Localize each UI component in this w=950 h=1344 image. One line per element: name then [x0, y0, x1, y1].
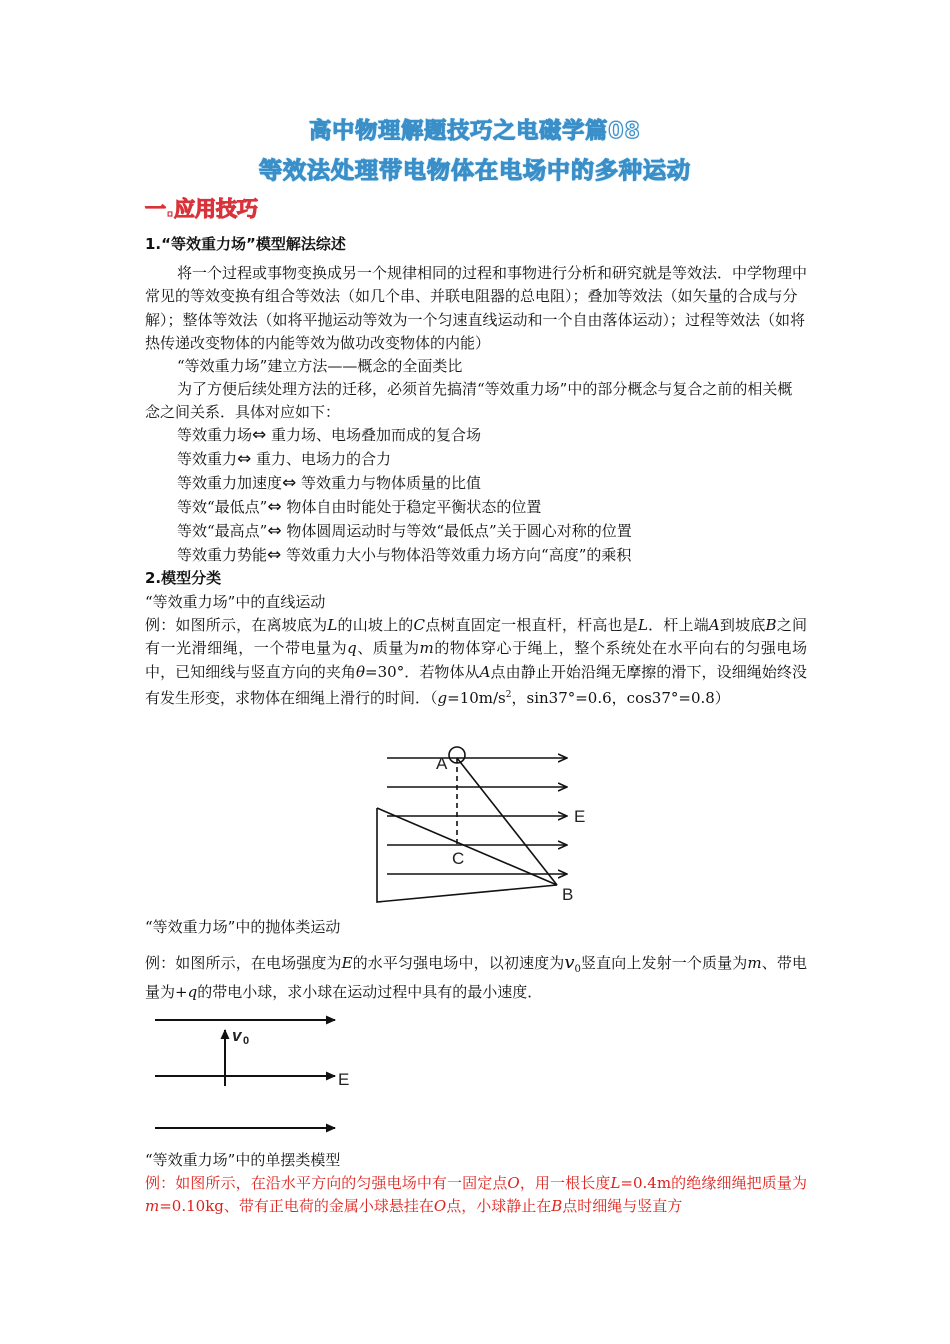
double-arrow-icon: ⇔: [282, 473, 297, 493]
heading-model-classification: 2.模型分类: [145, 569, 222, 587]
document-title: 高中物理解题技巧之电磁学篇08: [309, 119, 641, 144]
correspondence-item: 等效重力⇔ 重力、电场力的合力: [177, 449, 392, 469]
figure-projectile-field: [150, 1008, 370, 1138]
double-arrow-icon: ⇔: [252, 425, 267, 445]
correspondence-item: 等效重力势能⇔ 等效重力大小与物体沿等效重力场方向“高度”的乘积: [177, 545, 632, 565]
label-v-sub: 0: [243, 1035, 250, 1047]
correspondence-item: 等效“最高点”⇔ 物体圆周运动时与等效“最低点”关于圆心对称的位置: [177, 521, 632, 541]
double-arrow-icon: ⇔: [267, 545, 282, 565]
label-a: A: [436, 754, 448, 773]
intro-paragraph: 将一个过程或事物变换成另一个规律相同的过程和事物进行分析和研究就是等效法．中学物理中常见的等效变换有组合等效法（如几个串、并联电阻器的总电阻）；叠加等效法（如矢量的合成与分解）；整体等效法（如将平抛运动等效为一个匀速直线运动和一个自由落体运动）；过程等效法（如将热传递改变物体的内能等效为做功改变物体的内能）: [145, 264, 808, 353]
example-projectile-motion: 例：如图所示，在电场强度为E的水平匀强电场中，以初速度为$v_0$竖直向上发射一个质量为m、带电量为+q的带电小球，求小球在运动过程中具有的最小速度．: [145, 952, 807, 1002]
label-e: E: [574, 807, 586, 826]
subheading-pendulum-model: “等效重力场”中的单摆类模型: [145, 1151, 341, 1169]
double-arrow-icon: ⇔: [267, 497, 282, 517]
correspondence-item: 等效“最低点”⇔ 物体自由时能处于稳定平衡状态的位置: [177, 497, 542, 517]
label-b: B: [562, 885, 574, 904]
subheading-projectile-motion: “等效重力场”中的抛体类运动: [145, 918, 341, 936]
label-v: v: [232, 1026, 242, 1045]
correspondence-item: 等效重力加速度⇔ 等效重力与物体质量的比值: [177, 473, 482, 493]
document-subtitle: 等效法处理带电物体在电场中的多种运动: [259, 158, 691, 184]
purpose-paragraph: 为了方便后续处理方法的迁移，必须首先搞清“等效重力场”中的部分概念与复合之前的相关概念之间关系．具体对应如下：: [145, 380, 793, 422]
method-line: “等效重力场”建立方法——概念的全面类比: [177, 357, 463, 375]
double-arrow-icon: ⇔: [237, 449, 252, 469]
label-e: E: [338, 1070, 350, 1089]
figure-slope-field: [372, 740, 592, 905]
subheading-linear-motion: “等效重力场”中的直线运动: [145, 593, 326, 611]
example-pendulum: 例：如图所示，在沿水平方向的匀强电场中有一固定点O，用一根长度L=0.4m的绝缘细绳把质量为m=0.10kg、带有正电荷的金属小球悬挂在O点，小球静止在B点时细绳与竖直方: [145, 1174, 807, 1216]
correspondence-item: 等效重力场⇔ 重力场、电场叠加而成的复合场: [177, 425, 482, 445]
double-arrow-icon: ⇔: [267, 521, 282, 541]
label-c: C: [452, 849, 465, 868]
example-linear-motion: 例：如图所示，在离坡底为L的山坡上的C点树直固定一根直杆，杆高也是L．杆上端A到坡底B之间有一光滑细绳，一个带电量为q、质量为m的物体穿心于绳上，整个系统处在水平向右的匀强电场中，已知细线与竖直方向的夹角θ=30°．若物体从A点由静止开始沿绳无摩擦的滑下，设细绳始终没有发生形变，求物体在细绳上滑行的时间．（$g=10m/s^2$，sin37°=0.6，cos37°=0.8）: [145, 616, 807, 708]
section-heading: 一.应用技巧: [145, 197, 258, 221]
heading-overview: 1.“等效重力场”模型解法综述: [145, 235, 346, 253]
